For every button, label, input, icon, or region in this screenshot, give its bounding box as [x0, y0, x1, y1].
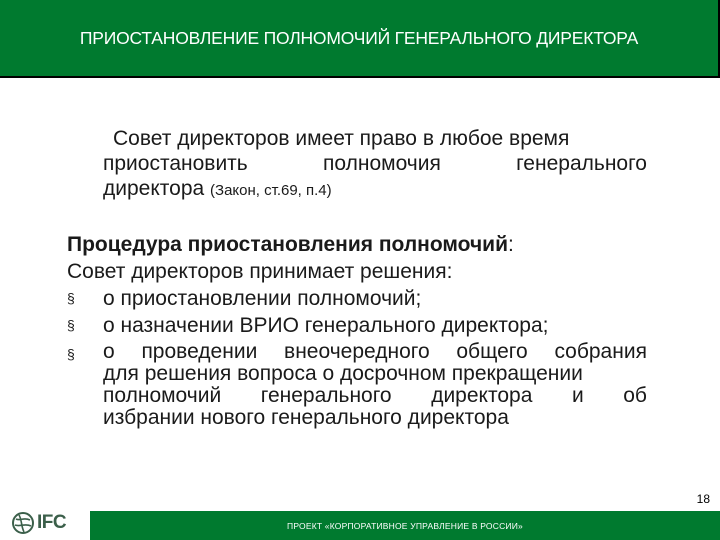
word: об — [623, 384, 647, 407]
bullet-text: о приостановлении полномочий; — [103, 287, 422, 310]
procedure-heading-line — [67, 231, 652, 258]
word: приостановить — [103, 152, 248, 175]
procedure-intro: Совет директоров принимает решения: — [67, 260, 453, 283]
word: проведении — [141, 340, 258, 363]
list-item — [67, 285, 652, 312]
title-bar — [0, 0, 720, 78]
logo-text: IFC — [37, 512, 67, 533]
bullet-line-3 — [103, 385, 647, 407]
procedure-heading-colon: : — [508, 233, 514, 256]
word: директора — [431, 384, 533, 407]
bullet-line-1 — [103, 341, 647, 363]
bullet-marker: § — [67, 317, 75, 333]
word: о — [103, 340, 115, 363]
paragraph-line-3-text: директора — [103, 177, 211, 200]
word: генерального — [260, 384, 392, 407]
footer-bar — [90, 511, 720, 540]
law-reference: (Закон, ст.69, п.4) — [210, 182, 332, 199]
bullet-line-4: избрании нового генерального директора — [103, 406, 509, 429]
word: и — [571, 384, 584, 407]
globe-icon — [12, 512, 34, 534]
paragraph-line-2 — [103, 151, 647, 176]
procedure-section — [67, 231, 652, 429]
list-item — [67, 312, 652, 339]
procedure-heading: Процедура приостановления полномочий — [67, 233, 508, 256]
footer-text: ПРОЕКТ «КОРПОРАТИВНОЕ УПРАВЛЕНИЕ В РОССИИ» — [287, 520, 523, 531]
word: общего — [456, 340, 528, 363]
list-item — [67, 341, 652, 429]
word: полномочия — [323, 152, 441, 175]
bullet-marker: § — [67, 290, 75, 306]
bullet-line-2: для решения вопроса о досрочном прекращении — [103, 362, 583, 385]
paragraph-line-3 — [103, 176, 647, 203]
ifc-logo — [12, 510, 66, 536]
slide-title: ПРИОСТАНОВЛЕНИЕ ПОЛНОМОЧИЙ ГЕНЕРАЛЬНОГО ДИРЕКТОРА — [79, 27, 639, 48]
word: собрания — [554, 340, 647, 363]
rights-paragraph — [103, 126, 647, 203]
bullet-text: о назначении ВРИО генерального директора; — [103, 314, 549, 337]
word: генерального — [516, 152, 647, 175]
word: внеочередного — [284, 340, 430, 363]
page-number: 18 — [696, 492, 710, 506]
paragraph-line-1: Совет директоров имеет право в любое время — [113, 127, 570, 150]
bullet-marker: § — [67, 346, 75, 362]
word: полномочий — [103, 384, 222, 407]
